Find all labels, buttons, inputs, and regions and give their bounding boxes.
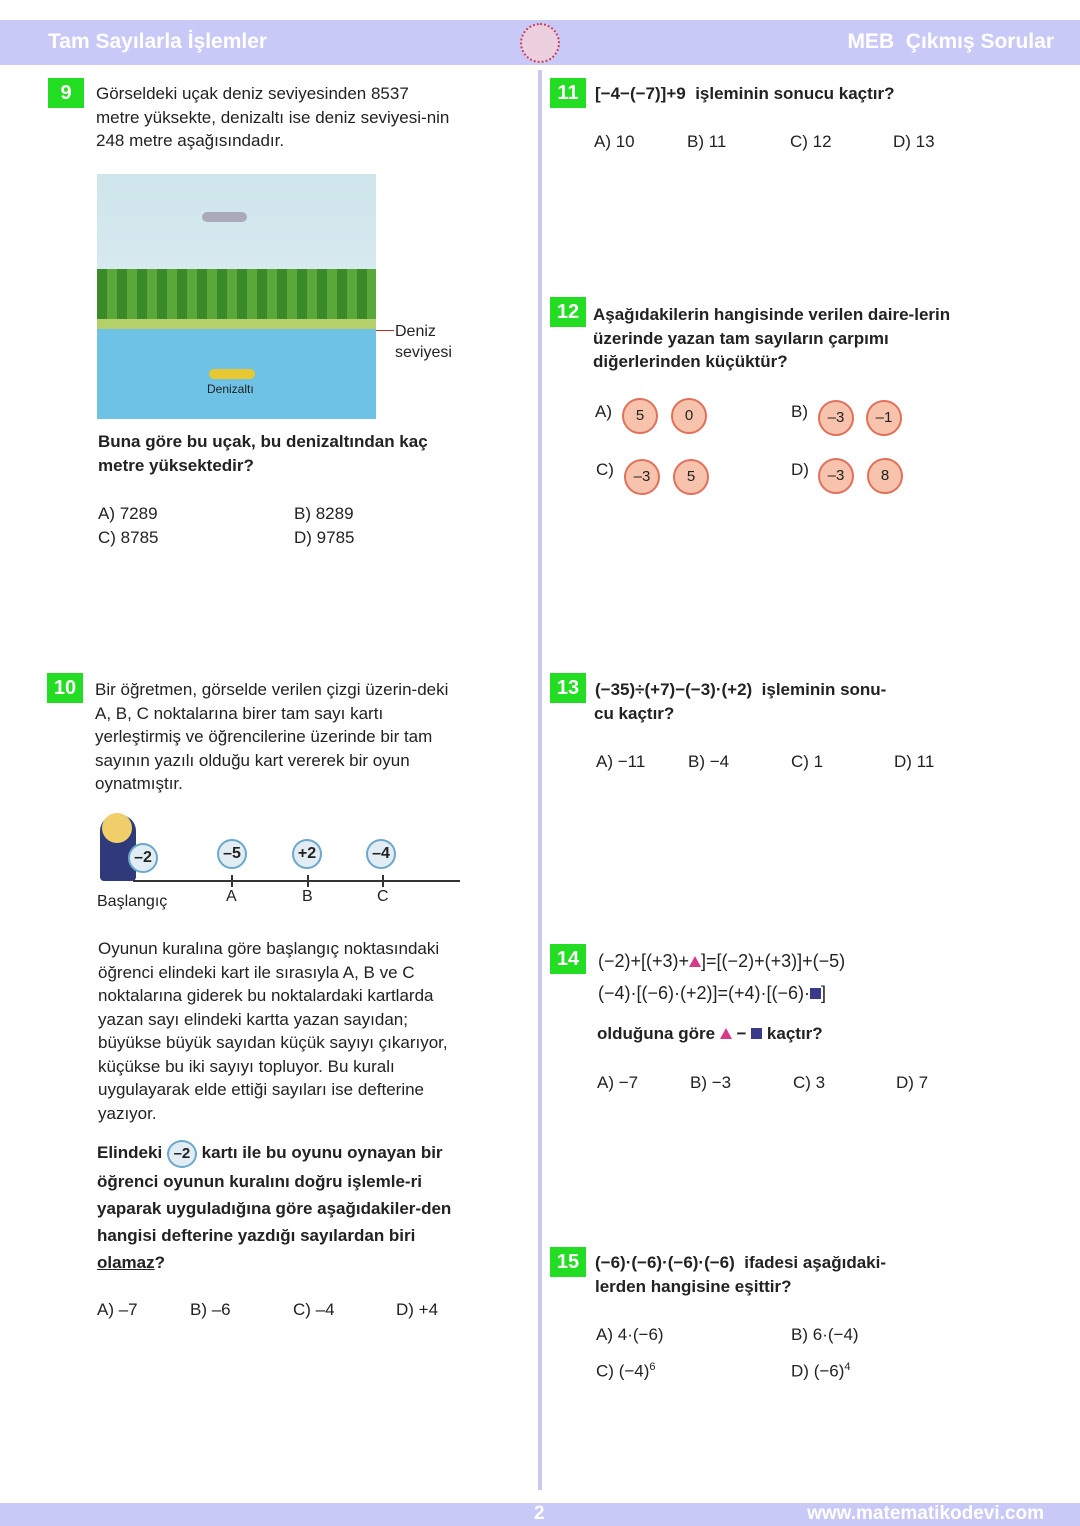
q15-b-label: B) — [791, 1325, 808, 1344]
q9-option-b[interactable]: B) 8289 — [294, 504, 354, 523]
q15-c-exponent: 6 — [649, 1361, 656, 1373]
q12-c-circle-2: 5 — [673, 459, 709, 495]
q12-option-c[interactable]: C) — [596, 460, 614, 479]
q12-a-circle-2: 0 — [671, 398, 707, 434]
chapter-title: Tam Sayılarla İşlemler — [48, 30, 268, 53]
sea-level-arrow — [376, 330, 394, 331]
q15-option-a[interactable] — [596, 1325, 664, 1345]
q15-text2: lerden hangisine eşittir? — [595, 1277, 792, 1296]
q9-option-a[interactable]: A) 7289 — [98, 504, 158, 523]
q13-option-d[interactable]: D) 11 — [894, 752, 935, 771]
q15-option-b[interactable] — [791, 1325, 859, 1345]
q14-option-b[interactable]: B) −3 — [690, 1073, 732, 1092]
q15-option-d[interactable] — [791, 1361, 851, 1382]
q15-d-exponent: 4 — [844, 1361, 851, 1373]
point-b-label: B — [302, 888, 313, 905]
triangle-icon — [689, 956, 701, 967]
q15-c-label: C) — [596, 1361, 614, 1381]
question-number-9: 9 — [48, 78, 84, 108]
q15-text1: ifadesi aşağıdaki- — [744, 1253, 886, 1272]
header-bar — [0, 20, 1080, 65]
question-number-15: 15 — [550, 1247, 586, 1277]
point-c-label: C — [377, 888, 389, 905]
q12-b-circle-1: –3 — [818, 400, 854, 436]
q10-q-neg: olamaz — [97, 1253, 155, 1272]
q13-text2: cu kaçtır? — [594, 704, 675, 723]
q10-option-a[interactable]: A) –7 — [97, 1300, 138, 1319]
q15-a-value: 4·(−6) — [617, 1325, 664, 1344]
q14-q-a: olduğuna göre — [597, 1024, 716, 1043]
point-a-label: A — [226, 888, 237, 905]
q13-expr: (−35)÷(+7)−(−3)·(+2) — [595, 680, 753, 699]
number-line — [133, 880, 460, 882]
q14-eq2b: ] — [821, 983, 827, 1003]
q12-c-circle-1: –3 — [624, 459, 660, 495]
sea-level-label: Deniz seviyesi — [395, 323, 452, 361]
q14-equation-2 — [598, 982, 826, 1006]
q14-q-b: kaçtır? — [766, 1024, 823, 1043]
q10-q-card: –2 — [167, 1140, 197, 1168]
q12-option-a[interactable]: A) — [595, 402, 612, 421]
q9-illustration — [97, 174, 376, 419]
q14-question — [597, 1022, 823, 1046]
question-number-14: 14 — [550, 944, 586, 974]
q11-option-d[interactable]: D) 13 — [893, 132, 935, 151]
q11-question — [595, 82, 895, 106]
question-number-13: 13 — [550, 673, 586, 703]
q10-q-pre: Elindeki — [97, 1143, 163, 1162]
question-number-10: 10 — [47, 673, 83, 703]
q14-option-d[interactable]: D) 7 — [896, 1073, 929, 1092]
shore — [97, 319, 376, 329]
q10-option-b[interactable]: B) –6 — [190, 1300, 231, 1319]
column-divider — [538, 70, 542, 1490]
site-url: www.matematikodevi.com — [807, 1503, 1044, 1524]
q12-a-circle-1: 5 — [622, 398, 658, 434]
card-a: –5 — [217, 839, 247, 869]
q11-option-a[interactable]: A) 10 — [594, 132, 635, 151]
q13-text1: işleminin sonu- — [761, 680, 887, 699]
q9-option-d[interactable]: D) 9785 — [294, 528, 355, 547]
q12-b-circle-2: –1 — [866, 400, 902, 436]
q10-q-end: ? — [154, 1253, 166, 1272]
q14-option-c[interactable]: C) 3 — [793, 1073, 826, 1092]
q14-option-a[interactable]: A) −7 — [597, 1073, 639, 1092]
card-b: +2 — [292, 839, 322, 869]
q13-option-b[interactable]: B) −4 — [688, 752, 730, 771]
q15-a-label: A) — [596, 1325, 613, 1344]
q11-option-c[interactable]: C) 12 — [790, 132, 832, 151]
q14-eq1b: ]=[(−2)+(+3)]+(−5) — [701, 951, 846, 971]
q15-expr: (−6)·(−6)·(−6)·(−6) — [595, 1253, 735, 1272]
q12-option-b[interactable]: B) — [791, 402, 808, 421]
q14-eq1a: (−2)+[(+3)+ — [598, 951, 690, 971]
q14-minus: − — [736, 1024, 747, 1043]
q12-question: Aşağıdakilerin hangisinde verilen daire-lerin üzerinde yazan tam sayıların çarpımı diğerlerinden küçüktür? — [593, 305, 951, 371]
q13-option-a[interactable]: A) −11 — [596, 752, 646, 771]
q10-question — [97, 1139, 467, 1276]
series-title: MEB Çıkmış Sorular — [847, 30, 1054, 53]
q11-text: işleminin sonucu kaçtır? — [695, 84, 895, 103]
question-number-11: 11 — [550, 78, 586, 108]
q12-option-d[interactable]: D) — [791, 460, 809, 479]
q15-c-value: (−4) — [618, 1361, 650, 1381]
meb-logo — [520, 23, 560, 63]
start-card: –2 — [128, 843, 158, 873]
q11-expr: [−4−(−7)]+9 — [595, 84, 686, 103]
triangle-icon — [720, 1028, 732, 1039]
footer-bar — [0, 1503, 1080, 1526]
submarine-label: Denizaltı — [207, 382, 254, 396]
square-icon — [810, 988, 821, 999]
q15-d-value: (−6) — [813, 1361, 845, 1381]
q9-text: Görseldeki uçak deniz seviyesinden 8537 metre yüksekte, denizaltı ise deniz seviyesi-nin 248 metre aşağısındadır. — [96, 84, 450, 150]
q10-rules: Oyunun kuralına göre başlangıç noktasındaki öğrenci elindeki kart ile sırasıyla A, B ve C noktalarına giderek bu noktalardaki kartlarda yazan sayı elindeki kartta yazan sayıdan; büyükse büyük sayıdan küçük sayıyı çıkarıyor, küçükse bu iki sayıyı topluyor. Bu kuralı uygulayarak elde ettiği sayıları ise defterine yazıyor. — [98, 939, 448, 1123]
q12-d-circle-1: –3 — [818, 458, 854, 494]
q10-q-post: kartı ile bu oyunu oynayan bir öğrenci oyunun kuralını doğru işlemle-ri yaparak uyguladığına göre aşağıdakiler-den hangisi defterine yazdığı sayılardan biri — [97, 1143, 452, 1245]
q15-option-c[interactable] — [596, 1361, 656, 1382]
q11-option-b[interactable]: B) 11 — [687, 132, 727, 151]
submarine-icon — [209, 369, 255, 379]
forest — [97, 269, 376, 319]
airplane-icon — [202, 212, 247, 222]
card-c: –4 — [366, 839, 396, 869]
q14-equation-1 — [598, 950, 845, 974]
q15-b-value: 6·(−4) — [812, 1325, 859, 1344]
q10-text: Bir öğretmen, görselde verilen çizgi üzerin-deki A, B, C noktalarına birer tam sayı kartı yerleştirmiş ve öğrencilerine üzerinde bir tam sayının yazılı olduğu kart vererek bir oyun oynatmıştır. — [95, 680, 449, 793]
q13-question-line1 — [595, 678, 886, 702]
start-label: Başlangıç — [97, 893, 168, 910]
q10-option-c[interactable]: C) –4 — [293, 1300, 335, 1319]
q15-question-line1 — [595, 1251, 886, 1275]
q15-d-label: D) — [791, 1361, 809, 1381]
student-head — [102, 813, 132, 843]
q9-option-c[interactable]: C) 8785 — [98, 528, 159, 547]
question-number-12: 12 — [550, 297, 586, 327]
q13-option-c[interactable]: C) 1 — [791, 752, 824, 771]
square-icon — [751, 1028, 762, 1039]
page-number: 2 — [534, 1503, 545, 1524]
q10-option-d[interactable]: D) +4 — [396, 1300, 439, 1319]
q9-question: Buna göre bu uçak, bu denizaltından kaç metre yüksektedir? — [98, 432, 428, 475]
q12-d-circle-2: 8 — [867, 458, 903, 494]
q14-eq2a: (−4)·[(−6)·(+2)]=(+4)·[(−6)· — [598, 983, 811, 1003]
